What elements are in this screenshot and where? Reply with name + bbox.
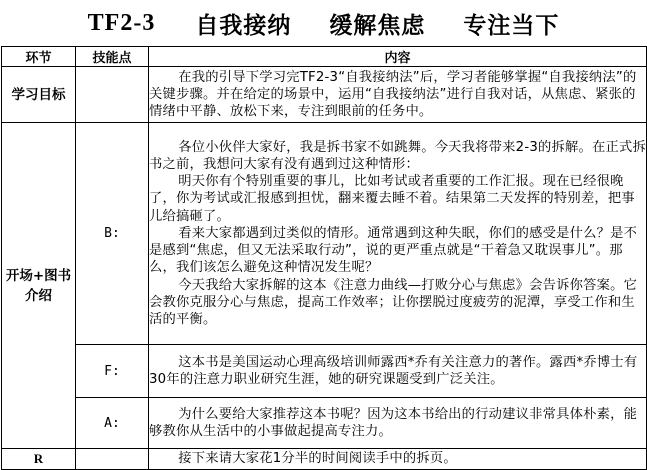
document-title bbox=[0, 0, 647, 46]
content-opening-b bbox=[149, 123, 647, 345]
paragraph: 今天我给大家拆解的这本《注意力曲线—打败分心与焦虑》会告诉你答案。它会教你克服分心与焦虑，提高工作效率；让你摆脱过度疲劳的泥潭，享受工作和生活的平衡。 bbox=[149, 277, 638, 327]
table-row-opening-a bbox=[2, 398, 647, 449]
content-opening-f bbox=[149, 345, 647, 398]
title-phrase-focus-present: 专注当下 bbox=[463, 11, 560, 39]
skill-b: B: bbox=[76, 123, 149, 345]
title-phrase-self-acceptance: 自我接纳 bbox=[195, 11, 292, 39]
skill-cell-empty bbox=[76, 449, 149, 470]
table-header-row bbox=[2, 47, 647, 67]
paragraph: 看来大家都遇到过类似的情形。通常遇到这种失眠，你们的感受是什么？是不是感到“焦虑，但又无法采取行动”，说的更严重点就是“干着急又耽误事儿”。那么，我们该怎么避免这种情况发生呢？ bbox=[149, 225, 638, 276]
skill-a: A: bbox=[76, 398, 149, 449]
title-phrase-relieve-anxiety: 缓解焦虑 bbox=[329, 11, 426, 39]
paragraph: 在我的引导下学习完TF2-3“自我接纳法”后，学习者能够掌握“自我接纳法”的关键步骤。并在给定的场景中，运用“自我接纳法”进行自我对话，从焦虑、紧张的情绪中平静、放松下来，专注到眼前的任务中。 bbox=[149, 69, 637, 120]
content-learning-goal bbox=[149, 67, 647, 123]
section-learning-goal: 学习目标 bbox=[2, 67, 76, 123]
section-r: R bbox=[2, 449, 76, 470]
header-content: 内容 bbox=[149, 47, 647, 67]
paragraph: 各位小伙伴大家好，我是拆书家不如跳舞。今天我将带来2-3的拆解。在正式拆书之前，我想问大家有没有遇到过这种情形： bbox=[149, 139, 646, 173]
section-opening-intro: 开场+图书介绍 bbox=[2, 123, 76, 449]
table-row-r bbox=[2, 449, 647, 470]
lesson-plan-table bbox=[1, 46, 647, 470]
paragraph: 这本书是美国运动心理高级培训师露西*乔有关注意力的著作。露西*乔博士有30年的注意力职业研究生涯，她的研究课题受到广泛关注。 bbox=[149, 354, 638, 387]
paragraph: 明天你有个特别重要的事儿，比如考试或者重要的工作汇报。现在已经很晚了，你为考试或汇报感到担忧，翻来覆去睡不着。结果第二天发挥的特别差，把事儿给搞砸了。 bbox=[149, 174, 635, 224]
paragraph: 为什么要给大家推荐这本书呢？因为这本书给出的行动建议非常具体朴素，能够教你从生活中的小事做起提高专注力。 bbox=[149, 406, 638, 439]
content-r bbox=[149, 449, 647, 470]
content-opening-a bbox=[149, 398, 647, 449]
skill-cell-empty bbox=[76, 67, 149, 123]
paragraph: 接下来请大家花1分半的时间阅读手中的拆页。 bbox=[178, 451, 457, 467]
title-code: TF2-3 bbox=[87, 9, 156, 36]
header-section: 环节 bbox=[2, 47, 76, 67]
table-row-learning-goal bbox=[2, 67, 647, 123]
header-skill: 技能点 bbox=[76, 47, 149, 67]
table-row-opening-f bbox=[2, 345, 647, 398]
skill-f: F: bbox=[76, 345, 149, 398]
table-row-opening-b bbox=[2, 123, 647, 345]
